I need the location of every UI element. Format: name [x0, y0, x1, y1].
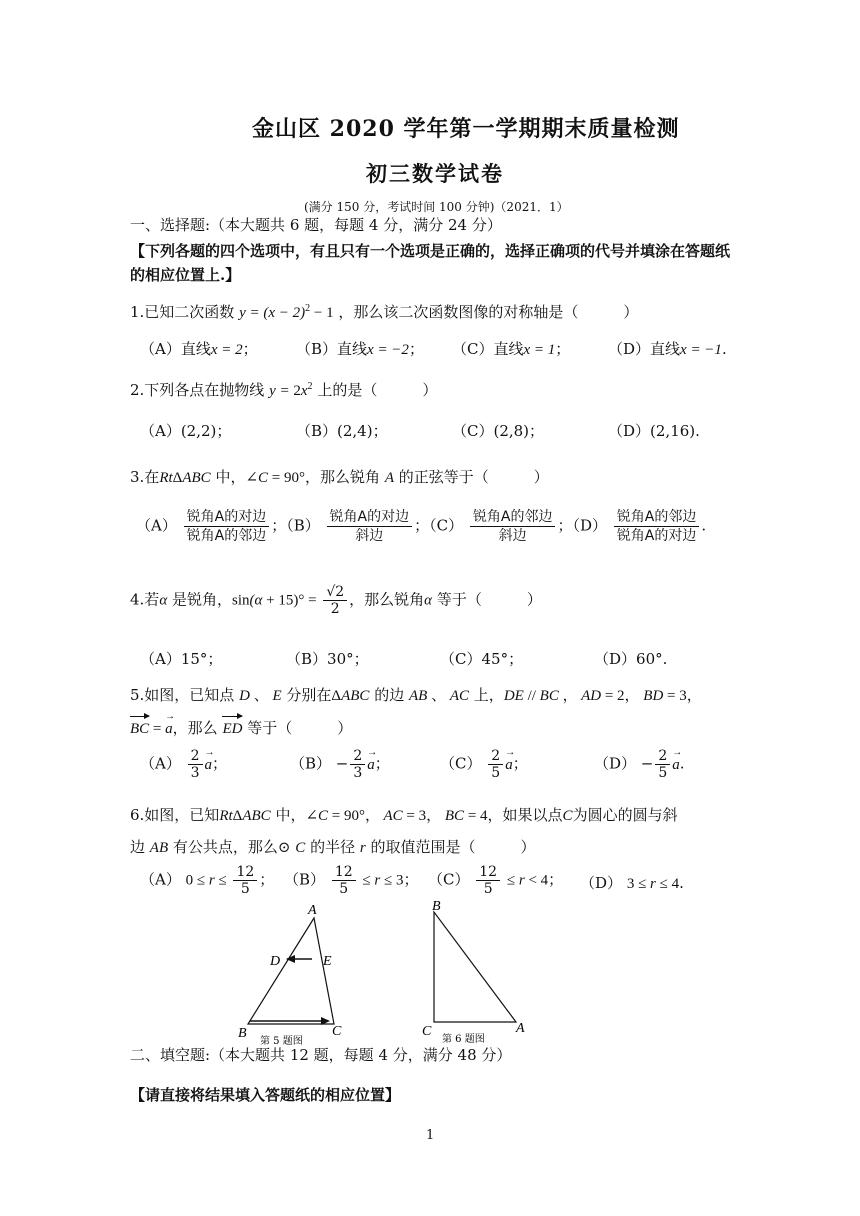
fig6-label-b: B: [432, 899, 441, 914]
q6-a-den: 5: [233, 880, 257, 897]
q2-option-a[interactable]: （A）(2,2)；: [140, 422, 232, 440]
q3-stem: [130, 466, 549, 489]
q6-line1-c: ，如果以点: [487, 806, 563, 824]
q6-option-c[interactable]: （C） $\frac{12}{5}$ ≤ r < 4；: [428, 864, 564, 897]
fig6-label-a: A: [516, 1021, 525, 1036]
fig5-label-c: C: [332, 1024, 342, 1039]
figure-5: [238, 903, 342, 1047]
q4-suffix: ，那么锐角: [349, 590, 425, 609]
q6-line2-d: 的取值范围是（ ）: [370, 838, 536, 856]
q1-c-value: x = 1: [523, 342, 556, 358]
q3-suffix: ，那么锐角: [305, 468, 381, 486]
q4-sqrt-den: 2: [323, 600, 347, 617]
q2-formula: $y = 2x^2$: [269, 381, 313, 399]
q6-option-a[interactable]: （A） 0 ≤ r ≤ $\frac{12}{5}$ ；: [140, 864, 275, 897]
q6-line1-b: 中，: [275, 806, 306, 824]
q2-suffix: 上的是（ ）: [317, 381, 438, 399]
q6-d-expr: 3 ≤ r ≤ 4: [626, 876, 680, 892]
q6-option-b[interactable]: （B） $\frac{12}{5}$ ≤ r ≤ 3；: [284, 864, 419, 897]
q1-prefix: 1.已知二次函数: [130, 303, 235, 321]
q5-option-b[interactable]: （B） − $\frac{2}{3}$ → a；: [290, 748, 390, 781]
q5-points: D 、 E: [239, 688, 282, 704]
section2-heading: 二、填空题:（本大题共 12 题，每题 4 分，满分 48 分）: [130, 1046, 512, 1064]
section2-instruction: 【请直接将结果填入答题纸的相应位置】: [130, 1086, 401, 1104]
q4-sqrt-frac: [323, 584, 347, 617]
q3-suffix2: 的正弦等于（ ）: [398, 468, 549, 486]
section1-instruction-line2: 的相应位置上.】: [130, 266, 241, 284]
q4-suffix2: 等于（ ）: [436, 590, 542, 609]
q4-option-c[interactable]: （C）45°；: [440, 650, 524, 668]
q2-prefix: 2.下列各点在抛物线: [130, 381, 265, 399]
q2-option-c[interactable]: （C）(2,8)；: [452, 422, 545, 440]
fig5-triangle: [248, 918, 334, 1024]
q1-suffix: ，那么该二次函数图像的对称轴是（ ）: [338, 303, 639, 321]
q6-line2: [130, 836, 536, 859]
q3-d-den: 锐角A的对边: [614, 526, 700, 545]
q5-option-c[interactable]: （C） $\frac{2}{5}$ → a；: [440, 748, 528, 781]
q5-line1-a: 5.如图，已知点: [130, 686, 235, 704]
q3-option-b[interactable]: [327, 508, 413, 545]
q1-option-d[interactable]: （D）直线x = −1.: [608, 340, 727, 358]
q5-line2-a: ，那么: [172, 719, 218, 737]
fig6-triangle: [434, 912, 516, 1022]
page-number: 1: [426, 1128, 435, 1143]
q3-option-a[interactable]: [184, 508, 270, 545]
q6-line2-a: 边: [130, 838, 146, 856]
q6-radius: r: [359, 840, 366, 856]
q6-circle-c: C: [295, 840, 306, 856]
q6-line1-a: 6.如图，已知: [130, 806, 220, 824]
q6-point-c: C: [562, 808, 573, 824]
q4-option-d[interactable]: （D）60°.: [594, 650, 668, 668]
q5-line1-c: 的边: [374, 686, 405, 704]
q3-option-d[interactable]: [614, 508, 700, 545]
q5-d-den: 5: [655, 764, 670, 781]
fig5-label-d: D: [270, 954, 281, 969]
q3-c-label: （C）: [429, 516, 464, 535]
q3-option-c[interactable]: [470, 508, 556, 545]
q6-a-frac: [233, 864, 257, 897]
q6-line2-c: 的半径: [310, 838, 356, 856]
q5-b-num: 2: [353, 748, 363, 764]
section1-heading: 一、选择题:（本大题共 6 题，每题 4 分，满分 24 分）: [130, 216, 502, 234]
q1-d-label: （D）直线: [608, 340, 681, 358]
q5-a-num: 2: [190, 748, 200, 764]
q3-a-num: 锐角A的对边: [186, 509, 267, 525]
q2-option-d[interactable]: （D）(2,16).: [608, 422, 700, 440]
q1-stem: [130, 298, 638, 324]
q6-b-expr: ≤ r ≤ 3: [362, 872, 404, 889]
q5-d-vec: → a: [672, 754, 680, 776]
q4-sqrt-num: √2: [326, 584, 345, 600]
q5-d-frac: [655, 748, 670, 781]
q5-a-frac: [188, 748, 203, 781]
q3-triangle: RtΔABC: [159, 470, 211, 486]
q2-option-b[interactable]: （B）(2,4)；: [296, 422, 388, 440]
q5-b-vec: → a: [367, 754, 375, 776]
fig5-label-e: E: [323, 954, 332, 969]
q5-c-vec: → a: [505, 754, 513, 776]
q5-sides: AB 、 AC: [409, 688, 470, 704]
q5-line1-b: 分别在: [286, 686, 332, 704]
q5-c-frac: [488, 748, 503, 781]
q1-c-label: （C）直线: [452, 340, 524, 358]
q6-side-ab: AB: [149, 840, 169, 856]
q1-option-c[interactable]: （C）直线x = 1；: [452, 340, 571, 358]
q1-d-value: x = −1: [680, 342, 722, 358]
fig6-label-c: C: [422, 1024, 432, 1039]
q6-c-expr: ≤ r < 4: [506, 872, 549, 889]
q4-alpha: α: [159, 592, 168, 609]
q1-a-label: （A）直线: [140, 340, 211, 358]
q3-a-label: （A）: [136, 516, 177, 535]
figures: [220, 896, 560, 1050]
q6-option-d[interactable]: （D） 3 ≤ r ≤ 4.: [580, 874, 684, 892]
q6-b-den: 5: [332, 880, 356, 897]
q6-a-num: 12: [236, 864, 255, 880]
q6-a-label: （A）: [140, 870, 181, 889]
exam-title: 金山区 2020 学年第一学期期末质量检测: [252, 116, 680, 142]
q5-option-d[interactable]: （D） − $\frac{2}{5}$ → a.: [594, 748, 685, 781]
q5-c-label: （C）: [440, 754, 482, 773]
q5-d-num: 2: [658, 748, 668, 764]
q4-mid: 是锐角，: [171, 590, 232, 609]
q5-triangle: ΔABC: [331, 688, 370, 704]
q1-option-a[interactable]: （A）直线x = 2；: [140, 340, 258, 358]
q4-prefix: 4.若: [130, 590, 160, 609]
q6-b-num: 12: [334, 864, 353, 880]
q5-vector-ed: ED: [222, 721, 242, 737]
exam-note: (满分 150 分，考试时间 100 分钟)（2021．1）: [304, 200, 569, 214]
q5-d-label: （D）: [594, 754, 637, 773]
q5-a-vec: → a: [205, 754, 213, 776]
q1-formula: $y = (x - 2)^2 - 1$: [239, 303, 334, 321]
q5-b-frac: [350, 748, 365, 781]
q3-c-den: 斜边: [470, 526, 556, 545]
q1-b-label: （B）直线: [296, 340, 368, 358]
q3-var-a: A: [384, 470, 394, 486]
q5-line1-d: 上，: [473, 686, 504, 704]
q5-line2: [130, 716, 352, 740]
section1-instruction-line1: 【下列各题的四个选项中，有且只有一个选项是正确的，选择正确项的代号并填涂在答题纸: [130, 242, 731, 260]
q4-option-a[interactable]: （A）15°；: [140, 650, 223, 668]
q6-c-den: 5: [476, 880, 500, 897]
q3-b-label: （B）: [286, 516, 320, 535]
q5-a-label: （A）: [140, 754, 181, 773]
q6-c-num: 12: [479, 864, 498, 880]
fig5-label-a: A: [308, 903, 317, 918]
q6-c-frac: [476, 864, 500, 897]
q6-b-label: （B）: [284, 870, 326, 889]
q1-a-value: x = 2: [210, 342, 243, 358]
q3-mid: 中，: [215, 468, 246, 486]
q6-b-frac: [332, 864, 356, 897]
q6-conditions: ∠C = 90°， AC = 3， BC = 4: [305, 808, 488, 824]
fig6-caption: 第 6 题图: [442, 1034, 485, 1045]
q5-option-a[interactable]: （A） $\frac{2}{3}$ → a；: [140, 748, 227, 781]
fig5-label-b: B: [238, 1026, 247, 1041]
q5-b-den: 3: [350, 764, 365, 781]
q1-option-b[interactable]: （B）直线x = −2；: [296, 340, 424, 358]
q6-line1-d: 为圆心的圆与斜: [572, 806, 678, 824]
q6-line2-b: 有公共点，那么⊙: [172, 838, 291, 856]
q6-a-expr: 0 ≤ r ≤: [185, 872, 227, 889]
q2-stem: [130, 376, 437, 402]
q4-option-b[interactable]: （B）30°；: [286, 650, 369, 668]
q3-b-den: 斜边: [327, 526, 413, 545]
figure-6: [422, 899, 525, 1045]
q3-angle: ∠C = 90°: [245, 470, 306, 486]
q3-c-num: 锐角A的邻边: [472, 509, 553, 525]
q4-stem: [130, 584, 542, 617]
q5-conditions: DE // BC ， AD = 2， BD = 3，: [503, 688, 702, 704]
q5-line2-b: 等于（ ）: [247, 719, 353, 737]
q1-b-value: x = −2: [367, 342, 409, 358]
q3-prefix: 3.在: [130, 468, 160, 486]
q5-a-den: 3: [188, 764, 203, 781]
q6-d-label: （D）: [580, 874, 623, 892]
q3-options: （A） $\frac{\text{锐角A的对边}}{\text{锐角A的邻边}}$ ；（B） $\frac{\text{锐角A的对边}}{\text{斜边}}$ ；（C） $\frac{\text{锐角A的邻边}}{\text{斜边}}$ ；（D） $\frac{\text{锐角A的邻边}}{\text{锐角A的对边}}$ .: [136, 509, 707, 544]
q6-c-label: （C）: [428, 870, 470, 889]
q3-d-num: 锐角A的邻边: [616, 509, 697, 525]
fig5-caption: 第 5 题图: [260, 1036, 303, 1047]
q4-alpha-2: α: [424, 592, 433, 609]
q3-b-num: 锐角A的对边: [329, 509, 410, 525]
q4-formula: sin(α + 15)° =: [231, 592, 317, 609]
q3-d-label: （D）: [572, 516, 608, 535]
q5-c-num: 2: [491, 748, 501, 764]
q6-line1: [130, 804, 678, 827]
q3-a-den: 锐角A的邻边: [184, 526, 270, 545]
q6-triangle: RtΔABC: [219, 808, 271, 824]
q5-b-label: （B）: [290, 754, 332, 773]
q5-line1: [130, 684, 702, 707]
q5-c-den: 5: [488, 764, 503, 781]
exam-subtitle: 初三数学试卷: [366, 161, 504, 186]
q5-vector-bc: BC = → a: [130, 721, 173, 737]
